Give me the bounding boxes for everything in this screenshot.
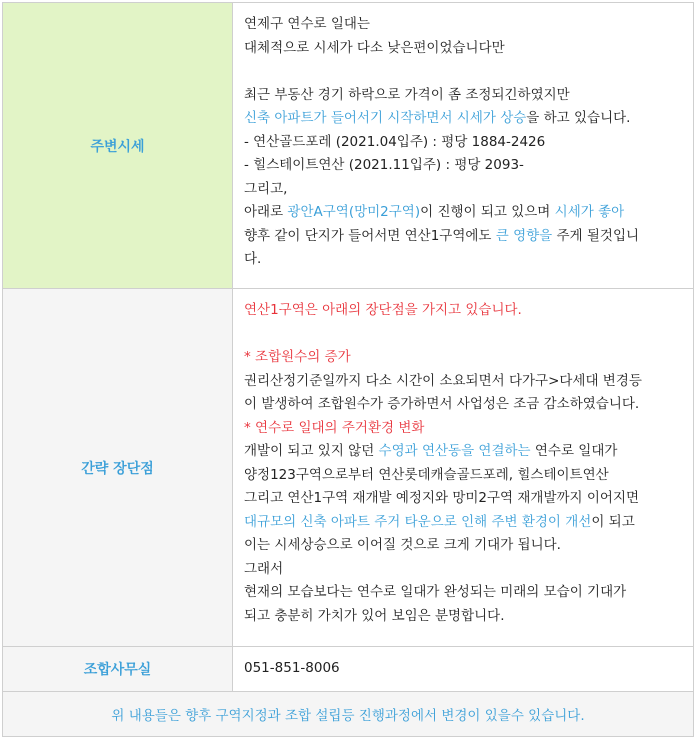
body-text: 다. — [244, 251, 262, 267]
body-text: 그리고, — [244, 180, 288, 197]
text-line — [244, 299, 683, 323]
text-line — [244, 417, 683, 441]
highlight-text: 연산1구역은 아래의 장단점을 가지고 있습니다. — [244, 302, 522, 318]
body-text: 그래서 — [244, 560, 284, 577]
body-text: 051-851-8006 — [244, 660, 340, 677]
text-line — [244, 657, 340, 681]
info-table — [2, 2, 694, 737]
body-text: 연제구 연수로 일대는 — [244, 16, 370, 32]
row-union-office — [3, 647, 693, 692]
label-nearby-price: 주변시세 — [3, 3, 233, 288]
body-text: 최근 부동산 경기 하락으로 가격이 좀 조정되긴하였지만 — [244, 86, 570, 103]
text-line — [244, 201, 683, 225]
content-union-office — [233, 647, 693, 691]
highlight-text: 광안A구역(망미2구역) — [287, 204, 421, 220]
body-text: 아래로 — [244, 204, 288, 220]
body-text: 대체적으로 시세가 다소 낮은편이었습니다만 — [244, 39, 505, 56]
highlight-text: 대규모의 신축 아파트 주거 타운으로 인해 주변 환경이 개선 — [244, 513, 592, 530]
text-line — [244, 511, 683, 535]
text-line — [244, 605, 683, 629]
text-line — [244, 370, 683, 394]
body-text: 이는 시세상승으로 이어질 것으로 크게 기대가 됩니다. — [244, 537, 561, 553]
row-pros-cons — [3, 289, 693, 647]
body-text: 연수로 일대가 — [530, 443, 618, 459]
body-text: 그리고 연산1구역 재개발 예정지와 망미2구역 재개발까지 이어지면 — [244, 490, 640, 506]
content-nearby-price — [233, 3, 693, 288]
highlight-text: 신축 아파트가 들어서기 시작하면서 시세가 상승 — [244, 110, 527, 126]
body-text: 향후 같이 단지가 들어서면 연산1구역에도 — [244, 227, 496, 244]
highlight-text: * 연수로 일대의 주거환경 변화 — [244, 419, 425, 436]
body-text: 이 되고 — [591, 513, 635, 530]
text-line — [244, 248, 683, 272]
highlight-text: 큰 영향을 — [495, 227, 553, 244]
body-text: - 힐스테이트연산 (2021.11입주) : 평당 2093- — [244, 157, 524, 173]
label-union-office: 조합사무실 — [3, 647, 233, 691]
body-text: 을 하고 있습니다. — [526, 110, 631, 126]
body-text: 현재의 모습보다는 연수로 일대가 완성되는 미래의 모습이 기대가 — [244, 584, 627, 600]
text-line — [244, 464, 683, 488]
text-line — [244, 131, 683, 155]
text-line — [244, 323, 683, 347]
body-text: 되고 충분히 가치가 있어 보임은 분명합니다. — [244, 607, 505, 624]
text-line — [244, 393, 683, 417]
text-line — [244, 534, 683, 558]
label-pros-cons: 간략 장단점 — [3, 289, 233, 646]
text-line — [244, 581, 683, 605]
text-line — [244, 60, 683, 84]
text-line — [244, 13, 683, 37]
body-text: 권리산정기준일까지 다소 시간이 소요되면서 다가구>다세대 변경등 — [244, 372, 642, 389]
highlight-text: 수영과 연산동을 연결하는 — [378, 443, 531, 459]
text-line — [244, 107, 683, 131]
text-line — [244, 346, 683, 370]
body-text: 개발이 되고 있지 않던 — [244, 443, 379, 459]
body-text: 이 발생하여 조합원수가 증가하면서 사업성은 조금 감소하였습니다. — [244, 396, 640, 412]
highlight-text: 시세가 좋아 — [554, 204, 625, 220]
highlight-text: * 조합원수의 증가 — [244, 349, 351, 365]
body-text: - 연산골드포레 (2021.04입주) : 평당 1884-2426 — [244, 133, 546, 150]
footer-notice: 위 내용들은 향후 구역지정과 조합 설립등 진행과정에서 변경이 있을수 있습니다. — [3, 692, 693, 736]
text-line — [244, 154, 683, 178]
body-text: 이 진행이 되고 있으며 — [420, 204, 555, 220]
text-line — [244, 37, 683, 61]
text-line — [244, 487, 683, 511]
text-line — [244, 558, 683, 582]
content-pros-cons — [233, 289, 693, 646]
body-text: 주게 될것입니 — [552, 227, 640, 244]
row-nearby-price — [3, 3, 693, 289]
text-line — [244, 178, 683, 202]
body-text: 양정123구역으로부터 연산롯데캐슬골드포레, 힐스테이트연산 — [244, 466, 609, 483]
text-line — [244, 225, 683, 249]
text-line — [244, 440, 683, 464]
text-line — [244, 84, 683, 108]
